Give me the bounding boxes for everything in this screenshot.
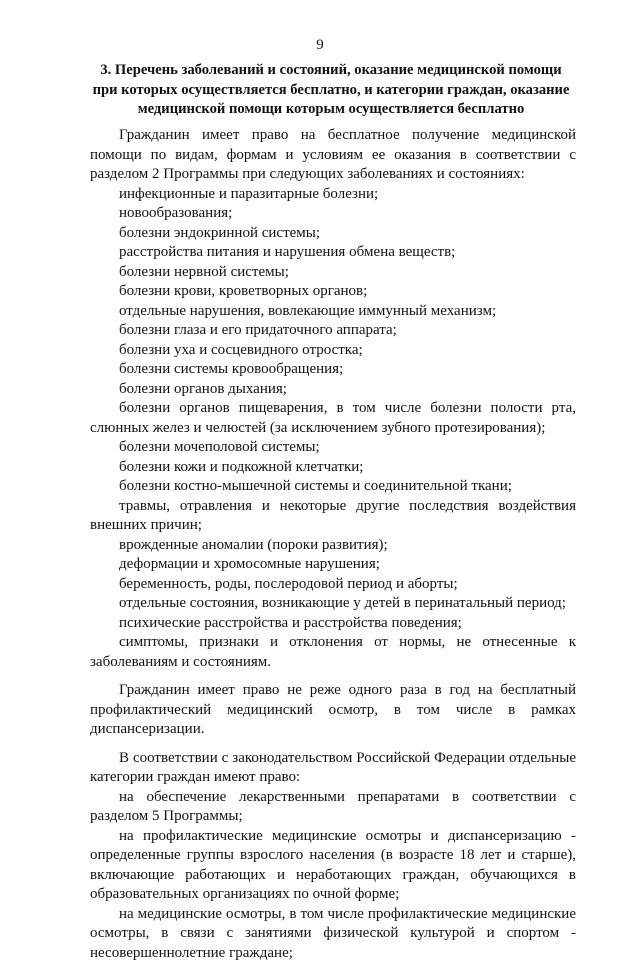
intro-paragraph: Гражданин имеет право на бесплатное получение медицинской помощи по видам, формам и условиям ее оказания в соответствии с разделом 2 Программы при следующих заболеваниях и состояниях:	[90, 126, 576, 185]
disease-item: отдельные нарушения, вовлекающие иммунный механизм;	[90, 302, 576, 322]
disease-item: психические расстройства и расстройства поведения;	[90, 614, 576, 634]
disease-item: болезни уха и сосцевидного отростка;	[90, 341, 576, 361]
document-body	[90, 126, 576, 963]
category-list	[90, 788, 576, 963]
disease-item: болезни крови, кроветворных органов;	[90, 282, 576, 302]
disease-item: болезни мочеполовой системы;	[90, 438, 576, 458]
category-item: на профилактические медицинские осмотры и диспансеризацию - определенные группы взрослого населения (в возрасте 18 лет и старше), включающие работающих и неработающих граждан, обучающихся в образовательных организациях по очной форме;	[90, 827, 576, 905]
disease-item: болезни системы кровообращения;	[90, 360, 576, 380]
category-item: на медицинские осмотры, в том числе профилактические медицинские осмотры, в связи с занятиями физической культурой и спортом - несовершеннолетние граждане;	[90, 905, 576, 963]
disease-list	[90, 185, 576, 673]
categories-intro-paragraph: В соответствии с законодательством Российской Федерации отдельные категории граждан имеют право:	[90, 749, 576, 788]
checkup-paragraph: Гражданин имеет право не реже одного раза в год на бесплатный профилактический медицинский осмотр, в том числе в рамках диспансеризации.	[90, 681, 576, 740]
disease-item: новообразования;	[90, 204, 576, 224]
disease-item: болезни органов пищеварения, в том числе болезни полости рта, слюнных желез и челюстей (за исключением зубного протезирования);	[90, 399, 576, 438]
disease-item: болезни костно-мышечной системы и соединительной ткани;	[90, 477, 576, 497]
disease-item: расстройства питания и нарушения обмена веществ;	[90, 243, 576, 263]
disease-item: болезни глаза и его придаточного аппарата;	[90, 321, 576, 341]
disease-item: инфекционные и паразитарные болезни;	[90, 185, 576, 205]
disease-item: отдельные состояния, возникающие у детей в перинатальный период;	[90, 594, 576, 614]
disease-item: болезни эндокринной системы;	[90, 224, 576, 244]
disease-item: деформации и хромосомные нарушения;	[90, 555, 576, 575]
disease-item: симптомы, признаки и отклонения от нормы, не отнесенные к заболеваниям и состояниям.	[90, 633, 576, 672]
disease-item: травмы, отравления и некоторые другие последствия воздействия внешних причин;	[90, 497, 576, 536]
page-number: 9	[0, 36, 640, 54]
disease-item: болезни нервной системы;	[90, 263, 576, 283]
section-heading: 3. Перечень заболеваний и состояний, оказание медицинской помощи при которых осуществляется бесплатно, и категории граждан, оказание медицинской помощи которым осуществляется бесплатно	[88, 61, 574, 120]
disease-item: болезни органов дыхания;	[90, 380, 576, 400]
disease-item: беременность, роды, послеродовой период и аборты;	[90, 575, 576, 595]
category-item: на обеспечение лекарственными препаратами в соответствии с разделом 5 Программы;	[90, 788, 576, 827]
disease-item: врожденные аномалии (пороки развития);	[90, 536, 576, 556]
disease-item: болезни кожи и подкожной клетчатки;	[90, 458, 576, 478]
